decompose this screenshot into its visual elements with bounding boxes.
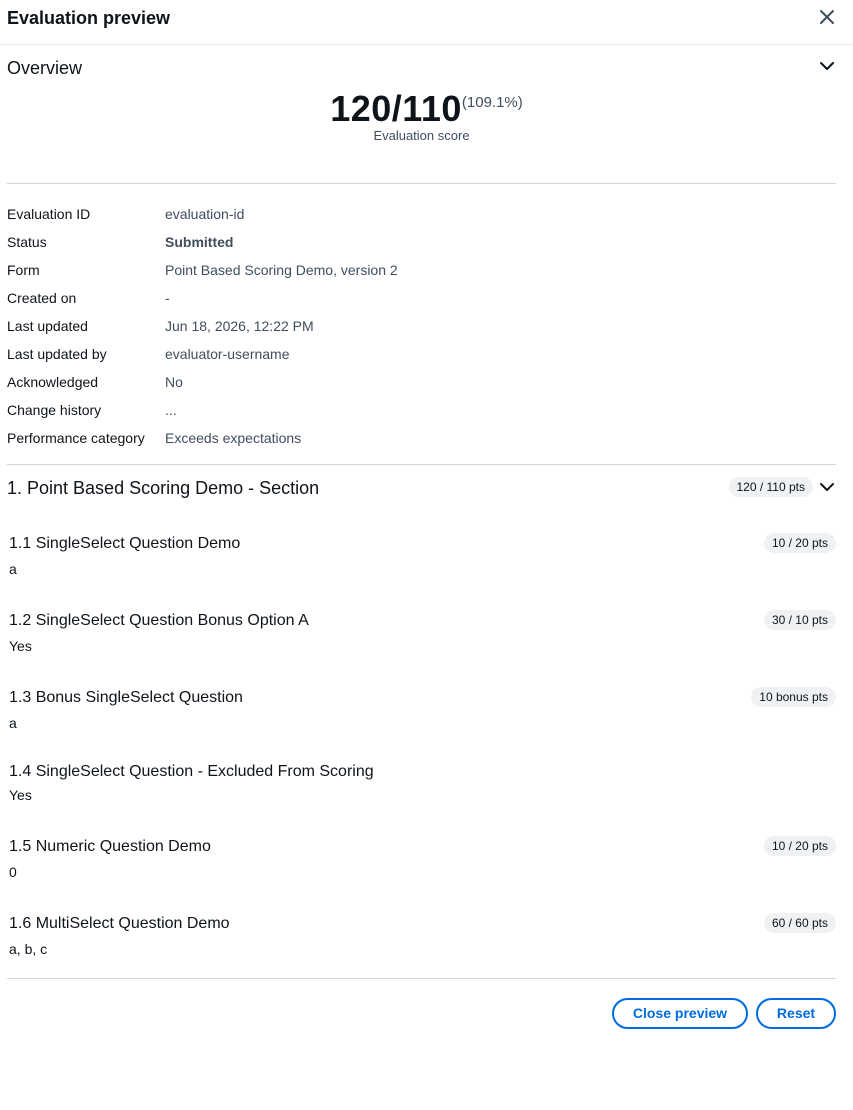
question-answer: Yes [9, 787, 32, 803]
detail-key: Acknowledged [7, 374, 99, 390]
overview-collapse-button[interactable] [818, 57, 836, 75]
section-heading: 1. Point Based Scoring Demo - Section [7, 478, 320, 498]
question-answer: a, b, c [9, 941, 48, 957]
overview-heading: Overview [7, 58, 83, 78]
change-history-link[interactable]: ... [165, 402, 177, 418]
detail-key: Change history [7, 402, 102, 418]
panel-title: Evaluation preview [7, 8, 171, 28]
detail-value: Point Based Scoring Demo, version 2 [165, 262, 398, 278]
detail-key: Created on [7, 290, 77, 306]
question-points-badge: 10 / 20 pts [764, 836, 836, 856]
question-title: 1.2 SingleSelect Question Bonus Option A [9, 612, 309, 629]
chevron-down-icon [818, 478, 836, 496]
question-answer: a [9, 561, 17, 577]
question-points-badge: 30 / 10 pts [764, 610, 836, 630]
panel-header [0, 0, 853, 45]
detail-key: Status [7, 234, 47, 250]
evaluation-score [0, 88, 853, 130]
question-title: 1.5 Numeric Question Demo [9, 838, 211, 855]
question-points-badge: 60 / 60 pts [764, 913, 836, 933]
close-icon [816, 7, 838, 29]
detail-value: Exceeds expectations [165, 430, 302, 446]
detail-value: Jun 18, 2026, 12:22 PM [165, 318, 314, 334]
question-answer: 0 [9, 864, 17, 880]
score-value: 120/110 [330, 88, 462, 129]
detail-value: - [165, 290, 170, 306]
detail-key: Last updated [7, 318, 88, 334]
score-label: Evaluation score [373, 128, 470, 143]
question-title: 1.3 Bonus SingleSelect Question [9, 689, 243, 706]
detail-key: Evaluation ID [7, 206, 91, 222]
question-answer: Yes [9, 638, 32, 654]
question-points-badge: 10 bonus pts [751, 687, 836, 707]
section-collapse-button[interactable] [818, 478, 836, 496]
score-percent: (109.1%) [461, 94, 523, 111]
section-points-badge: 120 / 110 pts [729, 477, 814, 497]
question-title: 1.6 MultiSelect Question Demo [9, 915, 230, 932]
question-title: 1.4 SingleSelect Question - Excluded From Scoring [9, 763, 374, 780]
reset-button[interactable]: Reset [756, 998, 836, 1029]
question-answer: a [9, 715, 17, 731]
question-points-badge: 10 / 20 pts [764, 533, 836, 553]
detail-key: Last updated by [7, 346, 107, 362]
detail-key: Performance category [7, 430, 145, 446]
detail-value: evaluation-id [165, 206, 245, 222]
detail-value: evaluator-username [165, 346, 290, 362]
detail-value: No [165, 374, 183, 390]
divider [7, 183, 836, 184]
question-title: 1.1 SingleSelect Question Demo [9, 535, 241, 552]
close-button[interactable] [816, 7, 838, 29]
detail-key: Form [7, 262, 40, 278]
chevron-down-icon [818, 57, 836, 75]
close-preview-button[interactable]: Close preview [612, 998, 748, 1029]
divider [7, 978, 836, 979]
divider [7, 464, 836, 465]
status-value: Submitted [165, 234, 234, 250]
